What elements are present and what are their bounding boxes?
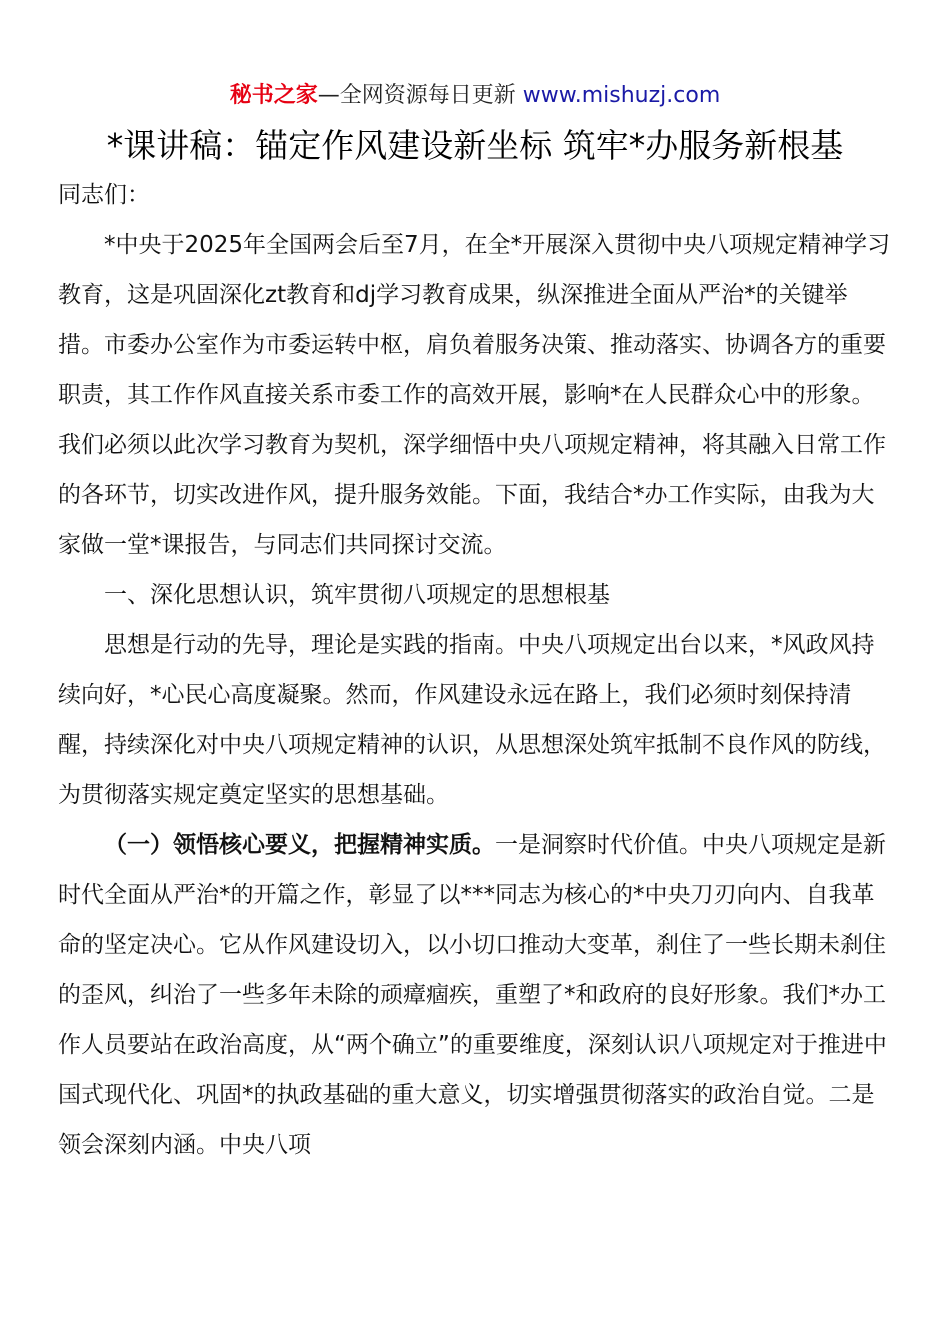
subsection-text: 一是洞察时代价值。中央八项规定是新时代全面从严治*的开篇之作，彰显了以***同志为核心的*中央刀刃向内、自我革命的坚定决心。它从作风建设切入，以小切口推动大变革，刹住了一些长期未刹住的歪风，纠治了一些多年未除的顽瘴痼疾，重塑了*和政府的良好形象。我们*办工作人员要站在政治高度，从“两个确立”的重要维度，深刻认识八项规定对于推进中国式现代化、巩固*的执政基础的重大意义，切实增强贯彻落实的政治自觉。二是领会深刻内涵。中央八项 [58,832,887,1158]
site-url-link[interactable]: www.mishuzj.com [522,83,721,108]
section-heading: 一、深化思想认识，筑牢贯彻八项规定的思想根基 [104,582,610,608]
salutation: 同志们： [58,182,150,208]
banner-tagline: —全网资源每日更新 [317,83,523,108]
document-title: *课讲稿：锚定作风建设新坐标 筑牢*办服务新根基 [106,126,844,165]
intro-paragraph: *中央于2025年全国两会后至7月，在全*开展深入贯彻中央八项规定精神学习教育，这是巩固深化zt教育和dj学习教育成果，纵深推进全面从严治*的关键举措。市委办公室作为市委运转中枢，肩负着服务决策、推动落实、协调各方的重要职责，其工作作风直接关系市委工作的高效开展，影响*在人民群众心中的形象。我们必须以此次学习教育为契机，深学细悟中央八项规定精神，将其融入日常工作的各环节，切实改进作风，提升服务效能。下面，我结合*办工作实际，由我为大家做一堂*课报告，与同志们共同探讨交流。 [58,232,891,558]
site-banner [0,80,950,112]
body-paragraph: 思想是行动的先导，理论是实践的指南。中央八项规定出台以来，*风政风持续向好，*心民心高度凝聚。然而，作风建设永远在路上，我们必须时刻保持清醒，持续深化对中央八项规定精神的认识，从思想深处筑牢抵制不良作风的防线，为贯彻落实规定奠定坚实的思想基础。 [58,632,886,808]
brand-name: 秘书之家 [229,83,318,108]
subsection-heading: （一）领悟核心要义，把握精神实质。 [104,832,495,858]
document-body [58,170,892,1170]
subsection-paragraph [58,820,892,1170]
